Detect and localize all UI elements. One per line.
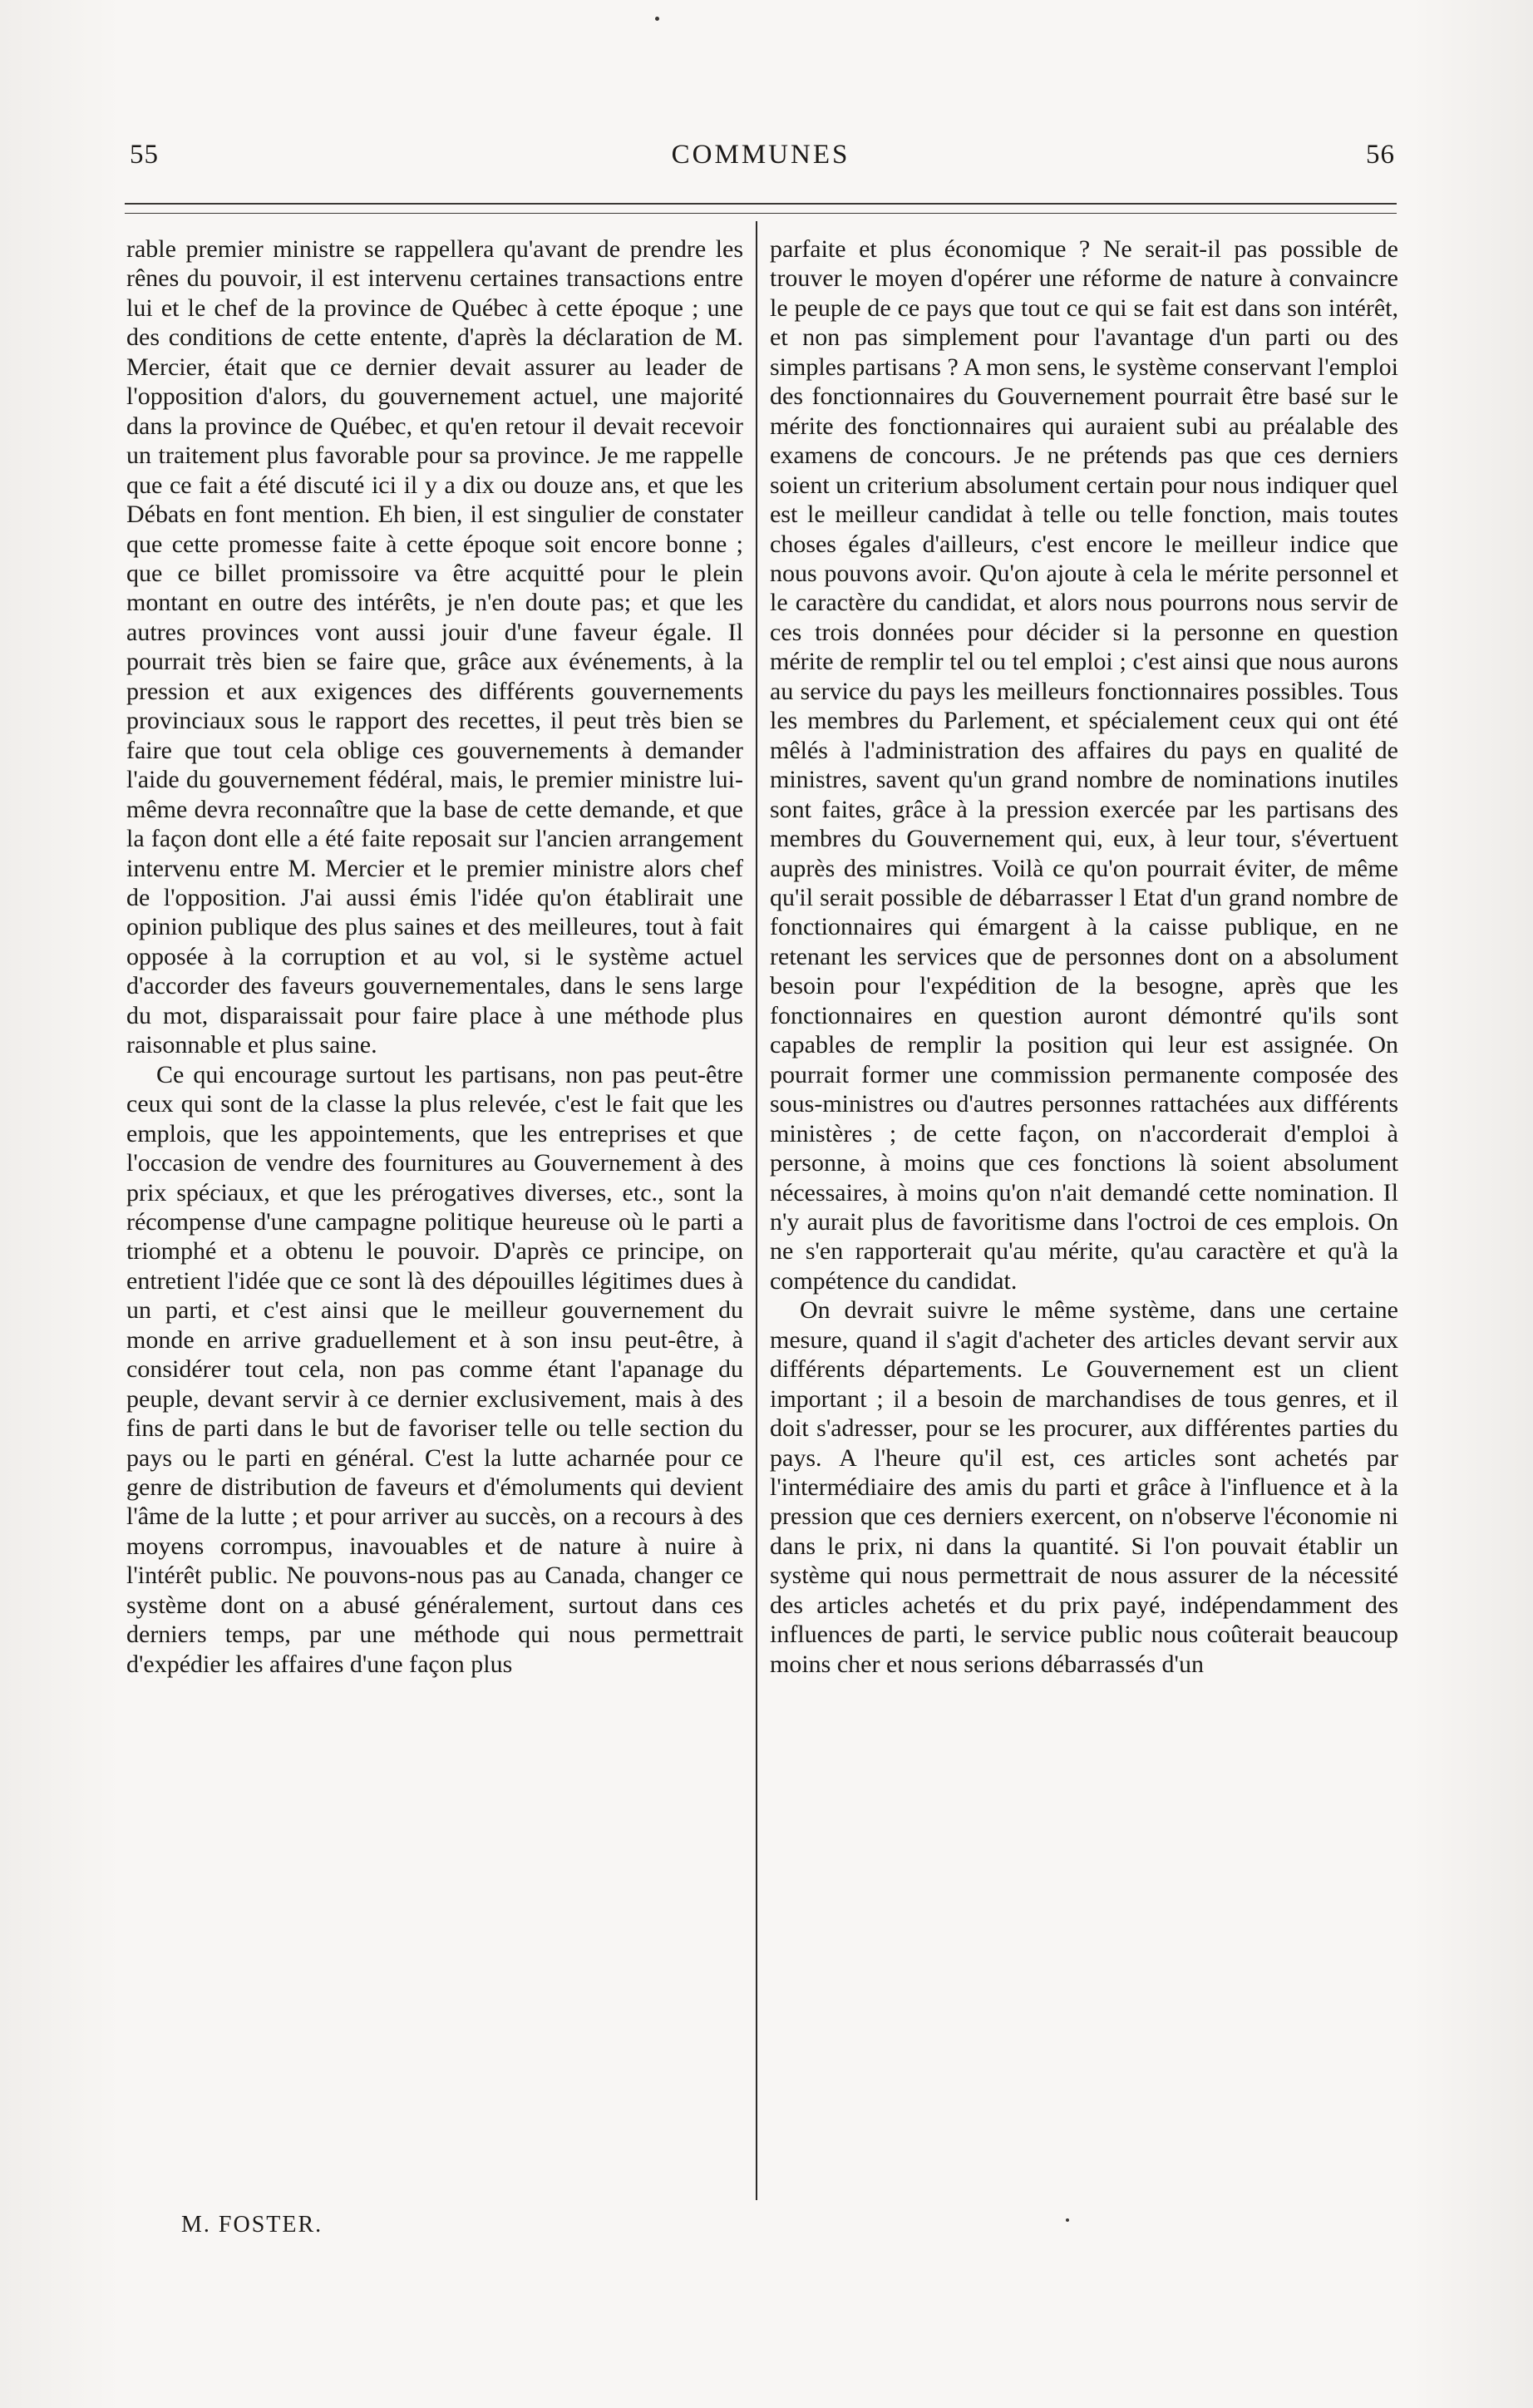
header-rule-thick	[125, 203, 1397, 205]
column-divider	[756, 221, 757, 2200]
header-rule-thin	[125, 213, 1397, 214]
page-number-left: 55	[130, 140, 159, 170]
speaker-signature: M. FOSTER.	[181, 2212, 323, 2238]
running-title: COMMUNES	[671, 140, 850, 170]
left-column	[126, 234, 743, 1679]
paragraph: On devrait suivre le même système, dans une certaine mesure, quand il s'agit d'acheter des articles devant servir aux différents départements. Le Gouvernement est un client important ; il a besoin de marchandises de tous genres, et il doit s'adresser, pour se les procurer, aux différentes parties du pays. A l'heure qu'il est, ces articles sont achetés par l'intermédiaire des amis du parti et grâce à l'influence et à la pression que ces derniers exercent, on n'observe l'économie ni dans le prix, ni dans la quantité. Si l'on pouvait établir un système qui nous permettrait de nous assurer de la nécessité des articles achetés et du prix payé, indépendamment des influences de parti, le service public nous coûterait beaucoup moins cher et nous serions débarrassés d'un	[770, 1296, 1398, 1678]
print-speck	[1066, 2218, 1069, 2222]
page-header	[126, 140, 1395, 180]
right-column	[770, 234, 1398, 1679]
paragraph: rable premier ministre se rappellera qu'avant de prendre les rênes du pouvoir, il est intervenu certaines transactions entre lui et le chef de la province de Québec à cette époque ; une des conditions de cette entente, d'après la déclaration de M. Mercier, était que ce dernier devait assurer au leader de l'opposition d'alors, du gouvernement actuel, une majorité dans la province de Québec, et qu'en retour il devait recevoir un traitement plus favorable pour sa province. Je me rappelle que ce fait a été discuté ici il y a dix ou douze ans, et que les Débats en font mention. Eh bien, il est singulier de constater que cette promesse faite à cette époque soit encore bonne ; que ce billet promissoire va être acquitté pour le plein montant en outre des intérêts, je n'en doute pas; et que les autres provinces vont aussi jouir d'une faveur égale. Il pourrait très bien se faire que, grâce aux événements, à la pression et aux exigences des différents gouvernements provinciaux sous le rapport des recettes, il peut très bien se faire que tout cela oblige ces gouvernements à demander l'aide du gouvernement fédéral, mais, le premier ministre lui-même devra reconnaître que la base de cette demande, et que la façon dont elle a été faite reposait sur l'ancien arrangement intervenu entre M. Mercier et le premier ministre alors chef de l'opposition. J'ai aussi émis l'idée qu'on établirait une opinion publique des plus saines et des meilleures, tout à fait opposée à la corruption et au vol, si le système actuel d'accorder des faveurs gouvernementales, dans le sens large du mot, disparaissait pour faire place à une méthode plus raisonnable et plus saine.	[126, 235, 743, 1059]
paragraph: Ce qui encourage surtout les partisans, non pas peut-être ceux qui sont de la classe la plus relevée, c'est le fait que les emplois, que les appointements, que les entreprises et que l'occasion de vendre des fournitures au Gouvernement à des prix spéciaux, et que les prérogatives diverses, etc., sont la récompense d'une campagne politique heureuse où le parti a triomphé et a obtenu le pouvoir. D'après ce principe, on entretient l'idée que ce sont là des dépouilles légitimes dues à un parti, et c'est ainsi que le meilleur gouvernement du monde en arrive graduellement et à son insu peut-être, à considérer tout cela, non pas comme étant l'apanage du peuple, devant servir à ce dernier exclusivement, mais à des fins de parti dans le but de favoriser telle ou telle section du pays ou le parti en général. C'est la lutte acharnée pour ce genre de distribution de faveurs et d'émoluments qui devient l'âme de la lutte ; et pour arriver au succès, on a recours à des moyens corrompus, inavouables et de nature à nuire à l'intérêt public. Ne pouvons-nous pas au Canada, changer ce système dont on a abusé généralement, surtout dans ces derniers temps, par une méthode qui nous permettrait d'expédier les affaires d'une façon plus	[126, 1060, 743, 1678]
print-speck	[655, 17, 659, 21]
paragraph: parfaite et plus économique ? Ne serait-il pas possible de trouver le moyen d'opérer une réforme de nature à convaincre le peuple de ce pays que tout ce qui se fait est dans son intérêt, et non pas simplement pour l'avantage d'un parti ou des simples partisans ? A mon sens, le système conservant l'emploi des fonctionnaires du Gouvernement pourrait être basé sur le mérite des fonctionnaires qui auraient subi au préalable des examens de concours. Je ne prétends pas que ces derniers soient un criterium absolument certain pour nous indiquer quel est le meilleur candidat à telle ou telle fonction, mais toutes choses égales d'ailleurs, c'est encore le meilleur indice que nous pouvons avoir. Qu'on ajoute à cela le mérite personnel et le caractère du candidat, et alors nous pourrons nous servir de ces trois données pour décider si la personne en question mérite de remplir tel ou tel emploi ; c'est ainsi que nous aurons au service du pays les meilleurs fonctionnaires possibles. Tous les membres du Parlement, et spécialement ceux qui ont été mêlés à l'administration des affaires du pays en qualité de ministres, savent qu'un grand nombre de nominations inutiles sont faites, grâce à la pression exercée par les partisans des membres du Gouvernement qui, eux, à leur tour, s'évertuent auprès des ministres. Voilà ce qu'on pourrait éviter, de même qu'il serait possible de débarrasser l Etat d'un grand nombre de fonctionnaires qui émargent à la caisse publique, en ne retenant les services que de personnes dont on a absolument besoin pour l'expédition de la besogne, après que les fonctionnaires en question auront démontré qu'ils sont capables de remplir la position qui leur est assignée. On pourrait former une commission permanente composée des sous-ministres ou d'autres personnes rattachées aux différents ministères ; de cette façon, on n'accorderait d'emploi à personne, à moins que ces fonctions là soient absolument nécessaires, à moins qu'on n'ait demandé cette nomination. Il n'y aurait plus de favoritisme dans l'octroi de ces emplois. On ne s'en rapporterait qu'au mérite, qu'au caractère et qu'à la compétence du candidat.	[770, 235, 1398, 1295]
page-number-right: 56	[1366, 140, 1395, 170]
